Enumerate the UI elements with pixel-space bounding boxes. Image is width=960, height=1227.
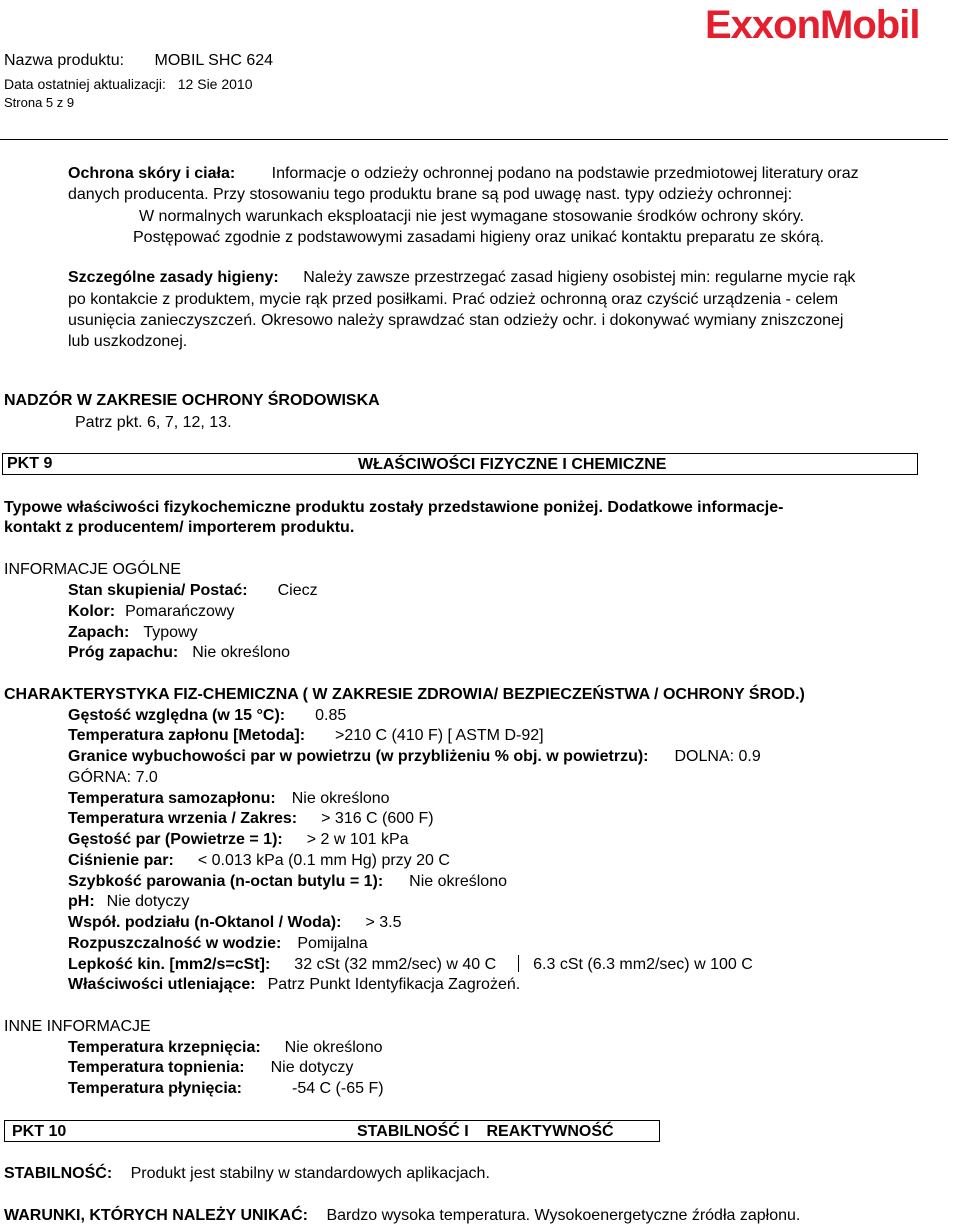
physchem-row: Szybkość parowania (n-octan butylu = 1): Nie określono (68, 873, 507, 890)
hygiene: Szczególne zasady higieny: Należy zawsze przestrzegać zasad higieny osobistej min: regularne mycie rąk (68, 269, 856, 286)
stability-value: Produkt jest stabilny w standardowych aplikacjach. (130, 1165, 490, 1182)
physchem-row: pH: Nie dotyczy (68, 893, 190, 910)
conditions-to-avoid (4, 1206, 800, 1226)
physchem-row: Współ. podziału (n-Oktanol / Woda): > 3.5 (68, 914, 402, 931)
product-name: MOBIL SHC 624 (154, 52, 274, 69)
conditions-label: WARUNKI, KTÓRYCH NALEŻY UNIKAĆ: (4, 1207, 308, 1224)
hygiene-line-3: usunięcia zanieczyszczeń. Okresowo należy sprawdzać stan odzieży ochr. i dokonywać wymiany zniszczonej (68, 312, 844, 329)
physchem-row: Lepkość kin. [mm2/s=cSt]: 32 cSt (32 mm2/sec) w 40 C 6.3 cSt (6.3 mm2/sec) w 100 C (68, 956, 753, 973)
hygiene-line-4: lub uszkodzonej. (68, 333, 188, 350)
section-9-number: PKT 9 (7, 455, 53, 472)
section-9-intro-2: kontakt z producentem/ importerem produktu. (4, 519, 355, 536)
hygiene-line-2: po kontakcie z produktem, mycie rąk przed posiłkami. Prać odzież ochronną oraz czyścić urządzenia - celem (68, 291, 839, 308)
svg-text:ExxonMobil: ExxonMobil (705, 3, 920, 47)
physchem-heading: CHARAKTERYSTYKA FIZ-CHEMICZNA ( W ZAKRESIE ZDROWIA/ BEZPIECZEŃSTWA / OCHRONY ŚROD.) (4, 686, 805, 703)
section-9-header (2, 453, 918, 475)
stability-label: STABILNOŚĆ: (4, 1165, 113, 1182)
other-row: Temperatura topnienia: Nie dotyczy (68, 1059, 354, 1076)
page-info: Strona 5 z 9 (4, 95, 75, 110)
section-10-title: STABILNOŚĆ I REAKTYWNOŚĆ (357, 1123, 614, 1140)
other-row: Temperatura płynięcia: -54 C (-65 F) (68, 1080, 384, 1097)
physchem-row: Rozpuszczalność w wodzie: Pomijalna (68, 935, 368, 952)
skin-line-2: danych producenta. Przy stosowaniu tego produktu brane są pod uwagę nast. typy odzieży ochronnej: (68, 186, 793, 203)
physchem-row: Ciśnienie par: < 0.013 kPa (0.1 mm Hg) przy 20 C (68, 852, 450, 869)
skin-protection: Ochrona skóry i ciała: Informacje o odzieży ochronnej podano na podstawie przedmiotowej literatury oraz (68, 165, 859, 182)
general-row: Kolor: Pomarańczowy (68, 603, 235, 620)
conditions-value: Bardzo wysoka temperatura. Wysokoenergetyczne źródła zapłonu. (326, 1207, 801, 1224)
general-row: Stan skupienia/ Postać: Ciecz (68, 582, 318, 599)
skin-line-4: Postępować zgodnie z podstawowymi zasadami higieny oraz unikać kontaktu preparatu ze skórą. (133, 229, 825, 246)
section-9-intro-1: Typowe właściwości fizykochemiczne produktu zostały przedstawione poniżej. Dodatkowe informacje- (4, 499, 784, 516)
stability (4, 1164, 490, 1184)
update-date: 12 Sie 2010 (177, 76, 253, 92)
header-rule (0, 139, 948, 140)
skin-protection-label: Ochrona skóry i ciała: (68, 165, 236, 182)
physchem-row: Granice wybuchowości par w powietrzu (w przybliżeniu % obj. w powietrzu): DOLNA: 0.9 (68, 748, 761, 765)
physchem-row: Właściwości utleniające: Patrz Punkt Identyfikacja Zagrożeń. (68, 976, 521, 993)
product-name-line: Nazwa produktu: MOBIL SHC 624 (4, 52, 274, 69)
physchem-row: GÓRNA: 7.0 (68, 769, 158, 786)
section-10-number: PKT 10 (12, 1123, 67, 1140)
general-heading: INFORMACJE OGÓLNE (4, 561, 181, 578)
general-row: Zapach: Typowy (68, 624, 198, 641)
other-row: Temperatura krzepnięcia: Nie określono (68, 1039, 383, 1056)
other-heading: INNE INFORMACJE (4, 1018, 151, 1035)
hygiene-label: Szczególne zasady higieny: (68, 269, 279, 286)
update-date-line: Data ostatniej aktualizacji: 12 Sie 2010 (4, 76, 253, 92)
physchem-row: Temperatura wrzenia / Zakres: > 316 C (600 F) (68, 810, 434, 827)
env-heading: NADZÓR W ZAKRESIE OCHRONY ŚRODOWISKA (4, 392, 380, 409)
physchem-row: Temperatura zapłonu [Metoda]: >210 C (410 F) [ ASTM D-92] (68, 727, 544, 744)
physchem-row: Gęstość par (Powietrze = 1): > 2 w 101 kPa (68, 831, 409, 848)
section-9-title: WŁAŚCIWOŚCI FIZYCZNE I CHEMICZNE (358, 456, 667, 473)
viscosity-separator (518, 955, 519, 972)
env-text: Patrz pkt. 6, 7, 12, 13. (75, 414, 232, 431)
skin-line-3: W normalnych warunkach eksploatacji nie jest wymagane stosowanie środków ochrony skóry. (139, 208, 804, 225)
general-row: Próg zapachu: Nie określono (68, 644, 291, 661)
section-10-header (4, 1120, 660, 1142)
physchem-row: Temperatura samozapłonu: Nie określono (68, 790, 390, 807)
physchem-row: Gęstość względna (w 15 °C): 0.85 (68, 707, 347, 724)
exxonmobil-logo (705, 0, 955, 56)
